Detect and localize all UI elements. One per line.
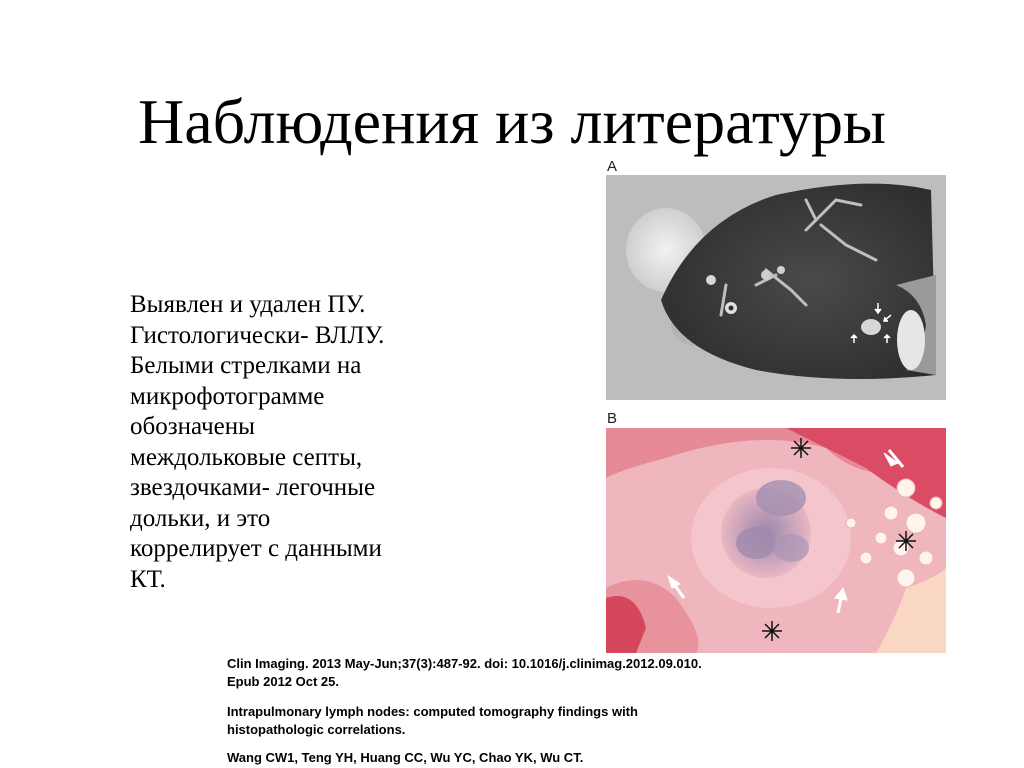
citation-journal (227, 655, 847, 690)
citation-line: Intrapulmonary lymph nodes: computed tomography findings with (227, 704, 638, 719)
citation-line: Wang CW1, Teng YH, Huang CC, Wu YC, Chao YK, Wu CT. (227, 750, 584, 765)
body-line: обозначены (130, 413, 255, 440)
citation-line: histopathologic correlations. (227, 721, 406, 737)
citation-authors (227, 749, 847, 767)
body-line: междольковые септы, (130, 443, 363, 471)
panel-b-label: B (607, 410, 618, 427)
body-line: микрофотограмме (130, 382, 325, 410)
body-line: звездочками- легочные (130, 474, 376, 501)
body-line: коррелирует с данными (130, 535, 382, 562)
body-line: дольки, и это (130, 504, 271, 532)
histology-image (606, 428, 946, 653)
body-line: Выявлен и удален ПУ. (130, 291, 366, 318)
citation-line: Epub 2012 Oct 25. (227, 673, 339, 689)
ct-scan-image (606, 175, 946, 400)
body-line: Гистологически- ВЛЛУ. (130, 321, 385, 349)
slide-title: Наблюдения из литературы (138, 86, 886, 157)
citation-line: Clin Imaging. 2013 May-Jun;37(3):487-92. doi: 10.1016/j.clinimag.2012.09.010. (227, 656, 702, 671)
body-line: Белыми стрелками на (130, 352, 362, 379)
body-line: КТ. (130, 565, 166, 593)
citation-title (227, 703, 847, 738)
body-text (130, 290, 430, 595)
panel-a-label: A (607, 158, 618, 175)
